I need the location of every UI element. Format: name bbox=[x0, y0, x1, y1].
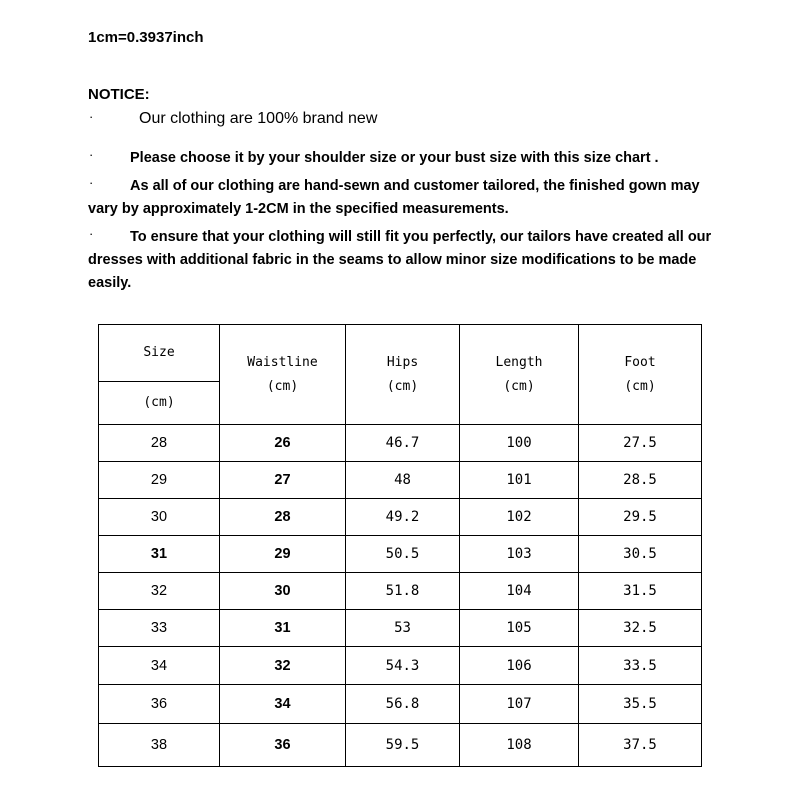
header-waistline bbox=[220, 325, 346, 425]
cell-foot: 35.5 bbox=[579, 685, 702, 724]
cell-waistline: 30 bbox=[220, 573, 346, 610]
table-row bbox=[99, 610, 702, 647]
cell-waistline: 32 bbox=[220, 647, 346, 685]
cell-size: 33 bbox=[99, 610, 220, 647]
header-foot-label: Foot bbox=[624, 354, 656, 370]
cell-hips: 56.8 bbox=[346, 685, 460, 724]
notice-brand-new: Our clothing are 100% brand new bbox=[139, 110, 378, 127]
cell-waistline: 36 bbox=[220, 724, 346, 767]
header-foot bbox=[579, 325, 702, 425]
cell-length: 101 bbox=[460, 462, 579, 499]
table-row bbox=[99, 724, 702, 767]
table-row bbox=[99, 573, 702, 610]
cell-size: 36 bbox=[99, 685, 220, 724]
size-chart-table bbox=[98, 324, 702, 767]
unit-conversion: 1cm=0.3937inch bbox=[88, 29, 204, 46]
cell-hips: 46.7 bbox=[346, 425, 460, 462]
cell-length: 103 bbox=[460, 536, 579, 573]
cell-foot: 28.5 bbox=[579, 462, 702, 499]
header-length bbox=[460, 325, 579, 425]
cell-hips: 59.5 bbox=[346, 724, 460, 767]
notice-choose-size: Please choose it by your shoulder size or your bust size with this size chart . bbox=[130, 150, 659, 166]
notice-hand-sewn: As all of our clothing are hand-sewn and customer tailored, the finished gown may vary by approximately 1-2CM in the specified measurements. bbox=[88, 178, 700, 217]
cell-waistline: 26 bbox=[220, 425, 346, 462]
cell-hips: 54.3 bbox=[346, 647, 460, 685]
cell-size: 32 bbox=[99, 573, 220, 610]
cell-waistline: 34 bbox=[220, 685, 346, 724]
cell-length: 107 bbox=[460, 685, 579, 724]
cell-hips: 49.2 bbox=[346, 499, 460, 536]
cell-foot: 29.5 bbox=[579, 499, 702, 536]
table-row bbox=[99, 536, 702, 573]
header-row bbox=[99, 325, 702, 382]
cell-size: 29 bbox=[99, 462, 220, 499]
cell-size: 30 bbox=[99, 499, 220, 536]
cell-waistline: 28 bbox=[220, 499, 346, 536]
table-row bbox=[99, 685, 702, 724]
cell-length: 100 bbox=[460, 425, 579, 462]
header-hips-label: Hips bbox=[386, 354, 419, 370]
header-size-unit: (cm) bbox=[99, 382, 220, 425]
cell-hips: 50.5 bbox=[346, 536, 460, 573]
cell-size: 31 bbox=[99, 536, 220, 573]
header-waistline-label: Waistline bbox=[247, 354, 318, 370]
cell-size: 34 bbox=[99, 647, 220, 685]
cell-length: 104 bbox=[460, 573, 579, 610]
bullet-dot-2: · bbox=[89, 147, 94, 162]
table-row bbox=[99, 647, 702, 685]
cell-length: 106 bbox=[460, 647, 579, 685]
cell-hips: 48 bbox=[346, 462, 460, 499]
header-foot-unit: (cm) bbox=[624, 378, 656, 394]
table-row bbox=[99, 425, 702, 462]
cell-waistline: 27 bbox=[220, 462, 346, 499]
cell-hips: 53 bbox=[346, 610, 460, 647]
bullet-dot-1: · bbox=[89, 109, 94, 124]
header-hips-unit: (cm) bbox=[386, 378, 419, 394]
notice-title: NOTICE: bbox=[88, 86, 150, 103]
cell-length: 105 bbox=[460, 610, 579, 647]
cell-foot: 27.5 bbox=[579, 425, 702, 462]
table-row bbox=[99, 462, 702, 499]
cell-foot: 33.5 bbox=[579, 647, 702, 685]
cell-foot: 37.5 bbox=[579, 724, 702, 767]
header-hips bbox=[346, 325, 460, 425]
table-row bbox=[99, 499, 702, 536]
cell-length: 102 bbox=[460, 499, 579, 536]
cell-waistline: 29 bbox=[220, 536, 346, 573]
cell-foot: 30.5 bbox=[579, 536, 702, 573]
cell-size: 28 bbox=[99, 425, 220, 462]
cell-length: 108 bbox=[460, 724, 579, 767]
header-waistline-unit: (cm) bbox=[266, 378, 299, 394]
cell-foot: 32.5 bbox=[579, 610, 702, 647]
header-length-label: Length bbox=[495, 354, 543, 370]
cell-hips: 51.8 bbox=[346, 573, 460, 610]
bullet-dot-4: · bbox=[89, 226, 94, 241]
cell-foot: 31.5 bbox=[579, 573, 702, 610]
cell-size: 38 bbox=[99, 724, 220, 767]
header-length-unit: (cm) bbox=[503, 378, 535, 394]
bullet-dot-3: · bbox=[89, 175, 94, 190]
cell-waistline: 31 bbox=[220, 610, 346, 647]
notice-extra-fabric: To ensure that your clothing will still fit you perfectly, our tailors have created all our dresses with additional fabric in the seams to allow minor size modifications to be made easily. bbox=[88, 229, 712, 291]
header-size: Size bbox=[99, 325, 220, 382]
